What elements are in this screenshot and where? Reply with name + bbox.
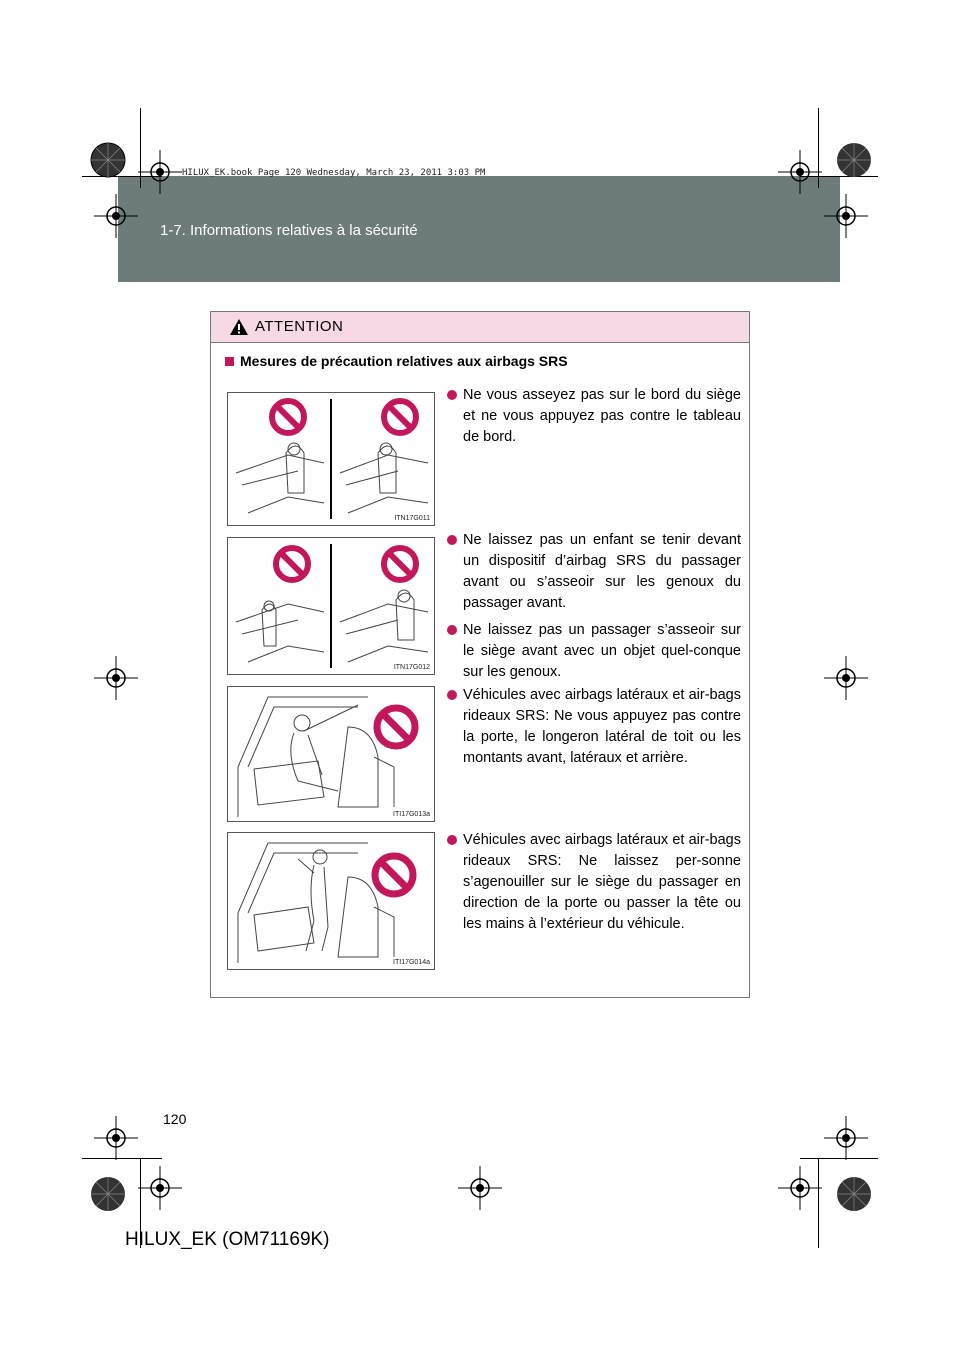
- illustration-leaning-dashboard: [227, 392, 435, 526]
- starburst-mark-icon: [90, 142, 126, 178]
- illustration-leaning-door: [227, 686, 435, 822]
- warning-title: ATTENTION: [255, 318, 344, 335]
- bullet-dot-icon: [447, 690, 457, 700]
- warning-box: [210, 311, 750, 998]
- section-title: 1-7. Informations relatives à la sécurité: [160, 222, 418, 239]
- illustration-code: ITI17G014a: [393, 959, 430, 966]
- illustration-code: ITI17G013a: [393, 811, 430, 818]
- registration-mark-icon: [94, 656, 138, 700]
- bullet-dot-icon: [447, 535, 457, 545]
- registration-mark-icon: [138, 150, 182, 194]
- registration-mark-icon: [94, 1116, 138, 1160]
- registration-mark-icon: [778, 150, 822, 194]
- warning-subheading: [225, 353, 568, 369]
- registration-mark-icon: [824, 656, 868, 700]
- illustration-code: ITN17G011: [394, 515, 430, 522]
- bullet-dot-icon: [447, 835, 457, 845]
- registration-mark-icon: [824, 194, 868, 238]
- illustration-code: ITN17G012: [393, 664, 430, 671]
- warning-bullet: Véhicules avec airbags latéraux et air-bags rideaux SRS: Ne vous appuyez pas contre la porte, le longeron latéral de toit ou les montants avant, latéraux et arrière.: [447, 685, 741, 769]
- page-number: 120: [163, 1111, 187, 1127]
- warning-bullet: Ne laissez pas un passager s’asseoir sur le siège avant avec un objet quel-conque sur les genoux.: [447, 620, 741, 683]
- registration-mark-icon: [94, 194, 138, 238]
- starburst-mark-icon: [90, 1176, 126, 1212]
- bullet-dot-icon: [447, 625, 457, 635]
- book-stamp: HILUX_EK.book Page 120 Wednesday, March 23, 2011 3:03 PM: [182, 168, 486, 178]
- bullet-dot-icon: [447, 390, 457, 400]
- starburst-mark-icon: [836, 1176, 872, 1212]
- square-bullet-icon: [225, 357, 234, 366]
- warning-bullet: Véhicules avec airbags latéraux et air-bags rideaux SRS: Ne laissez per-sonne s’agenouiller sur le siège du passager en direction de la porte ou passer la tête ou les mains à l’extérieur du véhicule.: [447, 830, 741, 935]
- registration-mark-icon: [778, 1166, 822, 1210]
- registration-mark-icon: [458, 1166, 502, 1210]
- registration-mark-icon: [138, 1166, 182, 1210]
- warning-triangle-icon: [229, 318, 249, 336]
- warning-bullet: Ne vous asseyez pas sur le bord du siège et ne vous appuyez pas contre le tableau de bord.: [447, 385, 741, 448]
- warning-header: [211, 312, 749, 343]
- illustration-kneeling-on-seat: [227, 832, 435, 970]
- illustration-child-on-lap: [227, 537, 435, 675]
- subheading-text: Mesures de précaution relatives aux airbags SRS: [240, 353, 568, 369]
- warning-bullet: Ne laissez pas un enfant se tenir devant un dispositif d’airbag SRS du passager avant ou s’asseoir sur les genoux du passager avant.: [447, 530, 741, 614]
- registration-mark-icon: [824, 1116, 868, 1160]
- starburst-mark-icon: [836, 142, 872, 178]
- manual-model-code: HILUX_EK (OM71169K): [125, 1229, 330, 1250]
